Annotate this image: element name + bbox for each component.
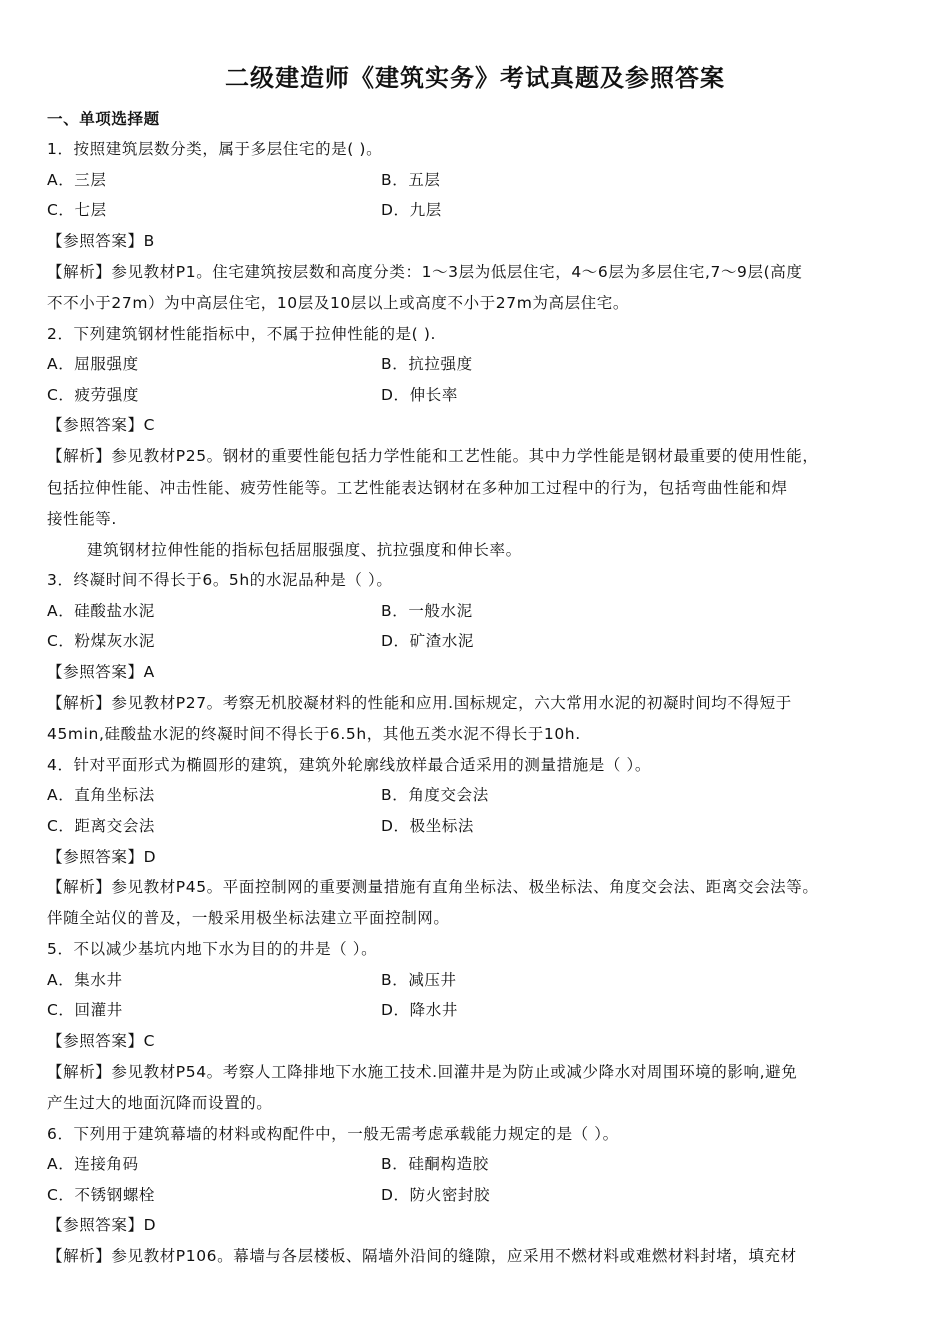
question-2-explanation-line: 接性能等. (47, 510, 117, 528)
question-6-option-a: A．连接角码 (47, 1155, 139, 1173)
question-5-stem: 5．不以减少基坑内地下水为目的的井是（ ）。 (47, 940, 378, 958)
question-1-option-d: D．九层 (381, 201, 442, 219)
question-4-option-a: A．直角坐标法 (47, 786, 155, 804)
question-2-stem: 2．下列建筑钢材性能指标中，不属于拉伸性能的是( ). (47, 325, 437, 343)
question-6-answer: 【参照答案】D (47, 1216, 157, 1234)
question-4-explanation-line: 【解析】参见教材P45。平面控制网的重要测量措施有直角坐标法、极坐标法、角度交会法、距离交会法等。 (47, 878, 819, 896)
question-1-stem: 1．按照建筑层数分类，属于多层住宅的是( )。 (47, 140, 383, 158)
question-6-option-d: D．防火密封胶 (381, 1186, 491, 1204)
question-3-option-a: A．硅酸盐水泥 (47, 602, 155, 620)
question-1-explanation-line: 不不小于27m）为中高层住宅，10层及10层以上或高度不小于27m为高层住宅。 (47, 294, 629, 312)
page-title: 二级建造师《建筑实务》考试真题及参照答案 (225, 64, 725, 92)
question-4-answer: 【参照答案】D (47, 848, 157, 866)
question-1-answer: 【参照答案】B (47, 232, 155, 250)
section-heading: 一、单项选择题 (47, 110, 160, 128)
question-3-explanation-line: 【解析】参见教材P27。考察无机胶凝材料的性能和应用.国标规定，六大常用水泥的初凝时间均不得短于 (47, 694, 792, 712)
question-5-option-a: A．集水井 (47, 971, 123, 989)
question-3-explanation-line: 45min,硅酸盐水泥的终凝时间不得长于6.5h，其他五类水泥不得长于10h. (47, 725, 581, 743)
question-3-stem: 3．终凝时间不得长于6。5h的水泥品种是（ ）。 (47, 571, 393, 589)
question-5-option-c: C．回灌井 (47, 1001, 123, 1019)
question-4-option-c: C．距离交会法 (47, 817, 156, 835)
question-3-option-c: C．粉煤灰水泥 (47, 632, 156, 650)
question-4-option-b: B．角度交会法 (381, 786, 489, 804)
question-6-option-b: B．硅酮构造胶 (381, 1155, 489, 1173)
question-1-option-c: C．七层 (47, 201, 107, 219)
question-6-option-c: C．不锈钢螺栓 (47, 1186, 156, 1204)
question-3-answer: 【参照答案】A (47, 663, 155, 681)
question-1-option-b: B．五层 (381, 171, 441, 189)
question-5-option-b: B．减压井 (381, 971, 457, 989)
question-2-explanation-line: 包括拉伸性能、冲击性能、疲劳性能等。工艺性能表达钢材在多种加工过程中的行为，包括弯曲性能和焊 (47, 479, 788, 497)
question-2-option-a: A．屈服强度 (47, 355, 139, 373)
question-4-option-d: D．极坐标法 (381, 817, 475, 835)
question-1-option-a: A．三层 (47, 171, 107, 189)
question-2-option-c: C．疲劳强度 (47, 386, 139, 404)
question-5-explanation-line: 【解析】参见教材P54。考察人工降排地下水施工技术.回灌井是为防止或减少降水对周围环境的影响,避免 (47, 1063, 798, 1081)
question-5-option-d: D．降水井 (381, 1001, 458, 1019)
question-4-stem: 4．针对平面形式为椭圆形的建筑，建筑外轮廓线放样最合适采用的测量措施是（ ）。 (47, 756, 651, 774)
question-6-stem: 6．下列用于建筑幕墙的材料或构配件中，一般无需考虑承载能力规定的是（ ）。 (47, 1125, 619, 1143)
question-3-option-b: B．一般水泥 (381, 602, 473, 620)
question-2-explanation-line: 建筑钢材拉伸性能的指标包括屈服强度、抗拉强度和伸长率。 (87, 541, 522, 559)
question-2-option-b: B．抗拉强度 (381, 355, 473, 373)
question-6-explanation-line: 【解析】参见教材P106。幕墙与各层楼板、隔墙外沿间的缝隙，应采用不燃材料或难燃材料封堵，填充材 (47, 1247, 797, 1265)
question-2-explanation-line: 【解析】参见教材P25。钢材的重要性能包括力学性能和工艺性能。其中力学性能是钢材最重要的使用性能， (47, 447, 819, 465)
question-2-option-d: D．伸长率 (381, 386, 458, 404)
question-2-answer: 【参照答案】C (47, 416, 156, 434)
question-3-option-d: D．矿渣水泥 (381, 632, 475, 650)
question-4-explanation-line: 伴随全站仪的普及，一般采用极坐标法建立平面控制网。 (47, 909, 450, 927)
question-5-explanation-line: 产生过大的地面沉降而设置的。 (47, 1094, 273, 1112)
question-1-explanation-line: 【解析】参见教材P1。住宅建筑按层数和高度分类：1～3层为低层住宅，4～6层为多层住宅,7～9层(高度 (47, 263, 803, 281)
question-5-answer: 【参照答案】C (47, 1032, 156, 1050)
